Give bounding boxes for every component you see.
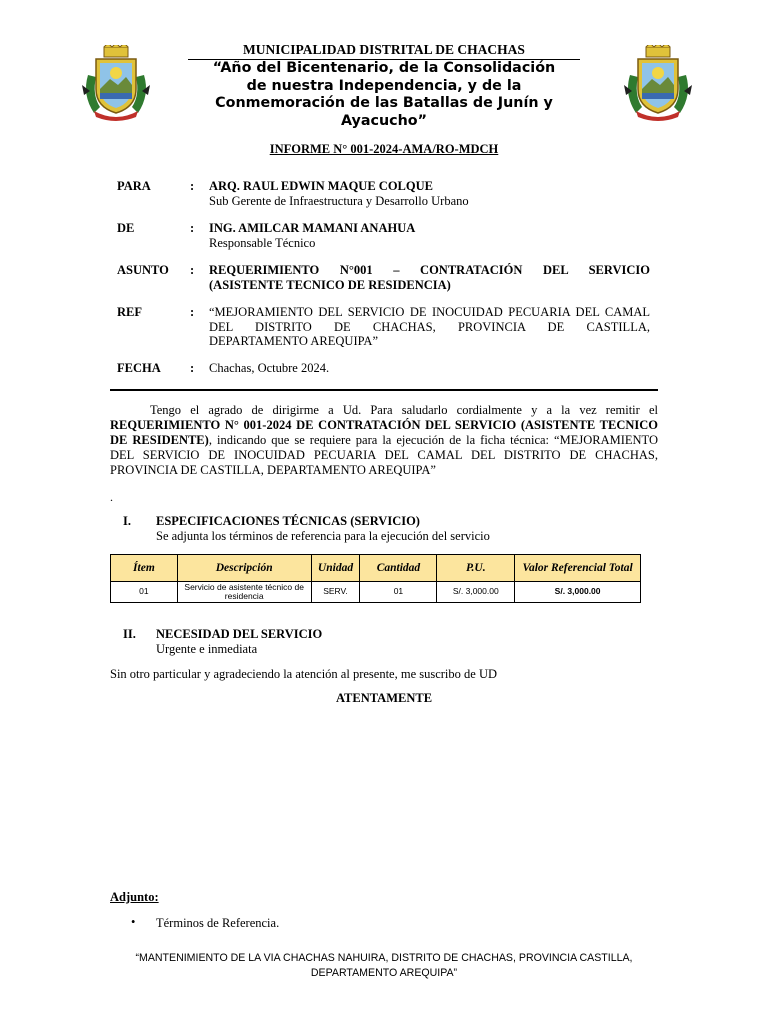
year-motto-line: Conmemoración de las Batallas de Junín y (215, 95, 553, 111)
section2-number: II. (123, 627, 136, 641)
section2-subtitle: Urgente e inmediata (156, 642, 258, 656)
closing-text: Sin otro particular y agradeciendo la atención al presente, me suscribo de UD (110, 667, 498, 681)
year-motto-line: de nuestra Independencia, y de la (246, 77, 522, 94)
cell-unit-price: S/. 3,000.00 (437, 582, 515, 603)
para-value (209, 179, 650, 208)
para-role: Sub Gerente de Infraestructura y Desarrollo Urbano (209, 193, 469, 208)
header-divider (110, 389, 658, 391)
de-name: ING. AMILCAR MAMANI ANAHUA (209, 221, 416, 235)
signoff: ATENTAMENTE (335, 691, 433, 705)
body-rest: , indicando que se requiere para la ejecución de la ficha técnica: “MEJORAMIENTO DEL SERVICIO DE INOCUIDAD PECUARIA DEL CAMAL DEL DISTRITO DE CHACHAS, PROVINCIA DE CASTILLA, DEPARTAMENTO AREQUIPA” (110, 433, 658, 477)
municipality-name: MUNICIPALIDAD DISTRITAL DE CHACHAS (188, 42, 580, 60)
municipal-crest-icon-right (622, 45, 694, 123)
year-motto (188, 60, 580, 130)
col-item: Ítem (111, 555, 178, 582)
section1-number: I. (123, 514, 131, 528)
body-bold: REQUERIMIENTO N° 001-2024 DE CONTRATACIÓN DEL SERVICIO (ASISTENTE TECNICO DE RESIDENTE) (110, 418, 658, 447)
year-motto-line: “Año del Bicentenario, de la Consolidación (212, 60, 556, 76)
footer-project (120, 951, 648, 981)
cell-unit: SERV. (311, 582, 360, 603)
de-colon: : (190, 221, 195, 235)
year-motto-line: Ayacucho” (340, 112, 428, 129)
asunto-colon: : (190, 263, 195, 277)
fecha-label: FECHA (117, 361, 161, 375)
col-description: Descripción (177, 555, 311, 582)
para-colon: : (190, 179, 195, 193)
ref-label: REF (117, 305, 142, 319)
ref-colon: : (190, 305, 195, 319)
section1-title: ESPECIFICACIONES TÉCNICAS (SERVICIO) (156, 514, 420, 528)
body-paragraph (110, 403, 658, 478)
ref-line: “MEJORAMIENTO DEL SERVICIO DE INOCUIDAD PECUARIA DEL CAMAL (209, 305, 650, 319)
fecha-value: Chachas, Octubre 2024. (209, 361, 330, 375)
cell-total: S/. 3,000.00 (515, 582, 641, 603)
municipal-crest-icon-left (80, 45, 152, 123)
fecha-colon: : (190, 361, 195, 375)
de-value (209, 221, 650, 250)
section2-title: NECESIDAD DEL SERVICIO (156, 627, 323, 641)
stray-dot: . (110, 490, 113, 504)
cell-quantity: 01 (360, 582, 437, 603)
spec-table (110, 554, 641, 603)
col-total: Valor Referencial Total (515, 555, 641, 582)
footer-line: DEPARTAMENTO AREQUIPA” (310, 967, 458, 979)
asunto-line: REQUERIMIENTO N°001 – CONTRATACIÓN DEL SERVICIO (209, 263, 650, 277)
de-role: Responsable Técnico (209, 235, 316, 250)
ref-line: DEL DISTRITO DE CHACHAS, PROVINCIA DE CASTILLA, (209, 319, 650, 334)
table-row (111, 582, 641, 603)
section1-subtitle: Se adjunta los términos de referencia para la ejecución del servicio (156, 529, 490, 543)
col-unit: Unidad (311, 555, 360, 582)
cell-item: 01 (111, 582, 178, 603)
col-unit-price: P.U. (437, 555, 515, 582)
body-intro: Tengo el agrado de dirigirme a Ud. Para saludarlo cordialmente y a la vez remitir el (150, 403, 658, 417)
de-label: DE (117, 221, 135, 235)
para-label: PARA (117, 179, 151, 193)
bullet-icon: • (131, 915, 136, 929)
attachment-item: Términos de Referencia. (156, 916, 280, 930)
ref-value (209, 305, 650, 349)
asunto-line: (ASISTENTE TECNICO DE RESIDENCIA) (209, 277, 451, 292)
col-quantity: Cantidad (360, 555, 437, 582)
cell-description: Servicio de asistente técnico de residencia (177, 582, 311, 603)
report-title: INFORME N° 001-2024-AMA/RO-MDCH (269, 142, 499, 156)
para-name: ARQ. RAUL EDWIN MAQUE COLQUE (209, 179, 433, 193)
spec-table-header (111, 555, 641, 582)
attachment-label: Adjunto: (110, 890, 159, 904)
footer-line: “MANTENIMIENTO DE LA VIA CHACHAS NAHUIRA, DISTRITO DE CHACHAS, PROVINCIA CASTILLA, (135, 952, 633, 964)
asunto-label: ASUNTO (117, 263, 169, 277)
asunto-value (209, 263, 650, 292)
ref-line: DEPARTAMENTO AREQUIPA” (209, 334, 378, 348)
